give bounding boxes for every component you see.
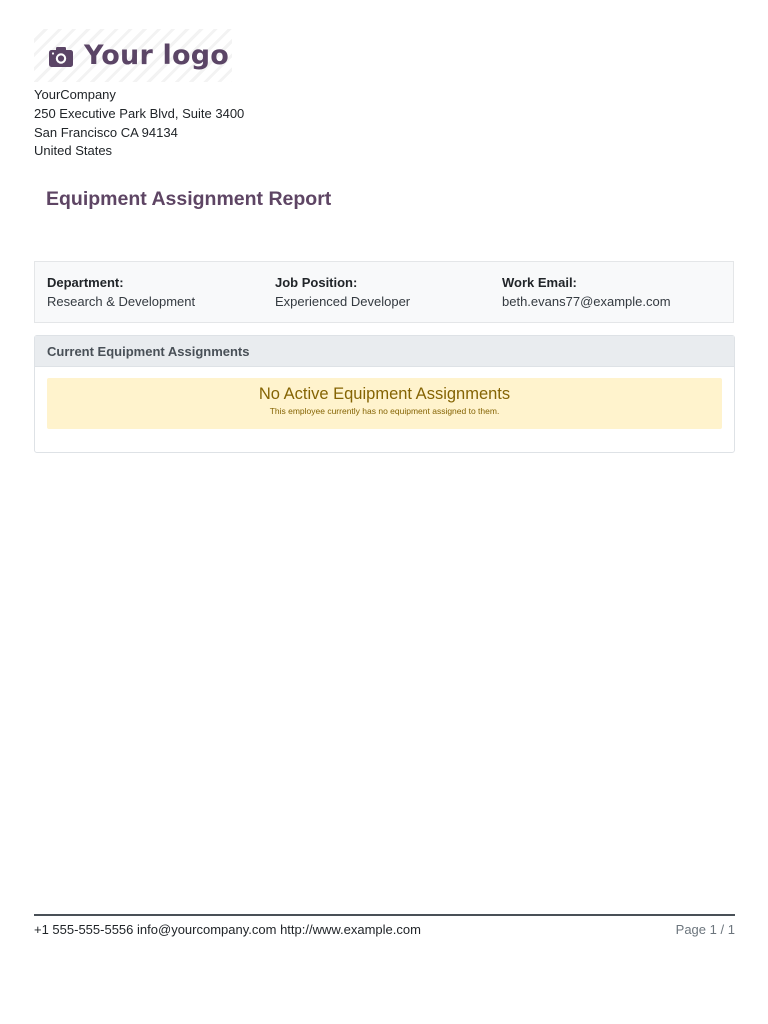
page-current: 1: [709, 922, 717, 937]
work-email-field: [502, 273, 671, 311]
alert-message: This employee currently has no equipment assigned to them.: [269, 406, 500, 416]
employee-info-bar: [34, 261, 734, 323]
camera-icon: [48, 44, 74, 70]
work-email-value: beth.evans77@example.com: [502, 294, 671, 309]
department-label: Department:: [47, 275, 124, 290]
no-equipment-alert: [47, 378, 722, 429]
page-number: [676, 921, 735, 939]
alert-heading: No Active Equipment Assignments: [258, 385, 511, 403]
company-name: YourCompany: [34, 87, 116, 102]
job-position-value: Experienced Developer: [275, 294, 411, 309]
report-title: Equipment Assignment Report: [46, 188, 332, 210]
company-country: United States: [34, 143, 113, 159]
company-address: [34, 86, 244, 161]
work-email-label: Work Email:: [502, 275, 577, 290]
equipment-card: [34, 335, 735, 453]
job-position-field: [275, 273, 410, 311]
page-label: Page: [675, 922, 707, 937]
footer-email: info@yourcompany.com: [137, 922, 277, 937]
equipment-section-header: Current Equipment Assignments: [35, 336, 734, 367]
page-separator: /: [720, 922, 725, 937]
footer-contact: [34, 921, 421, 939]
company-address-line1: 250 Executive Park Blvd, Suite 3400: [34, 105, 245, 121]
company-address-line2: San Francisco CA 94134: [34, 124, 178, 140]
department-value: Research & Development: [47, 294, 196, 309]
footer-phone: +1 555-555-5556: [34, 922, 134, 937]
department-field: [47, 273, 195, 311]
job-position-label: Job Position:: [275, 275, 358, 290]
footer-website: http://www.example.com: [280, 922, 421, 937]
logo-text: Your logo: [84, 40, 230, 71]
footer-divider: [34, 914, 735, 916]
company-logo: [34, 29, 232, 82]
page-total: 1: [727, 922, 735, 937]
